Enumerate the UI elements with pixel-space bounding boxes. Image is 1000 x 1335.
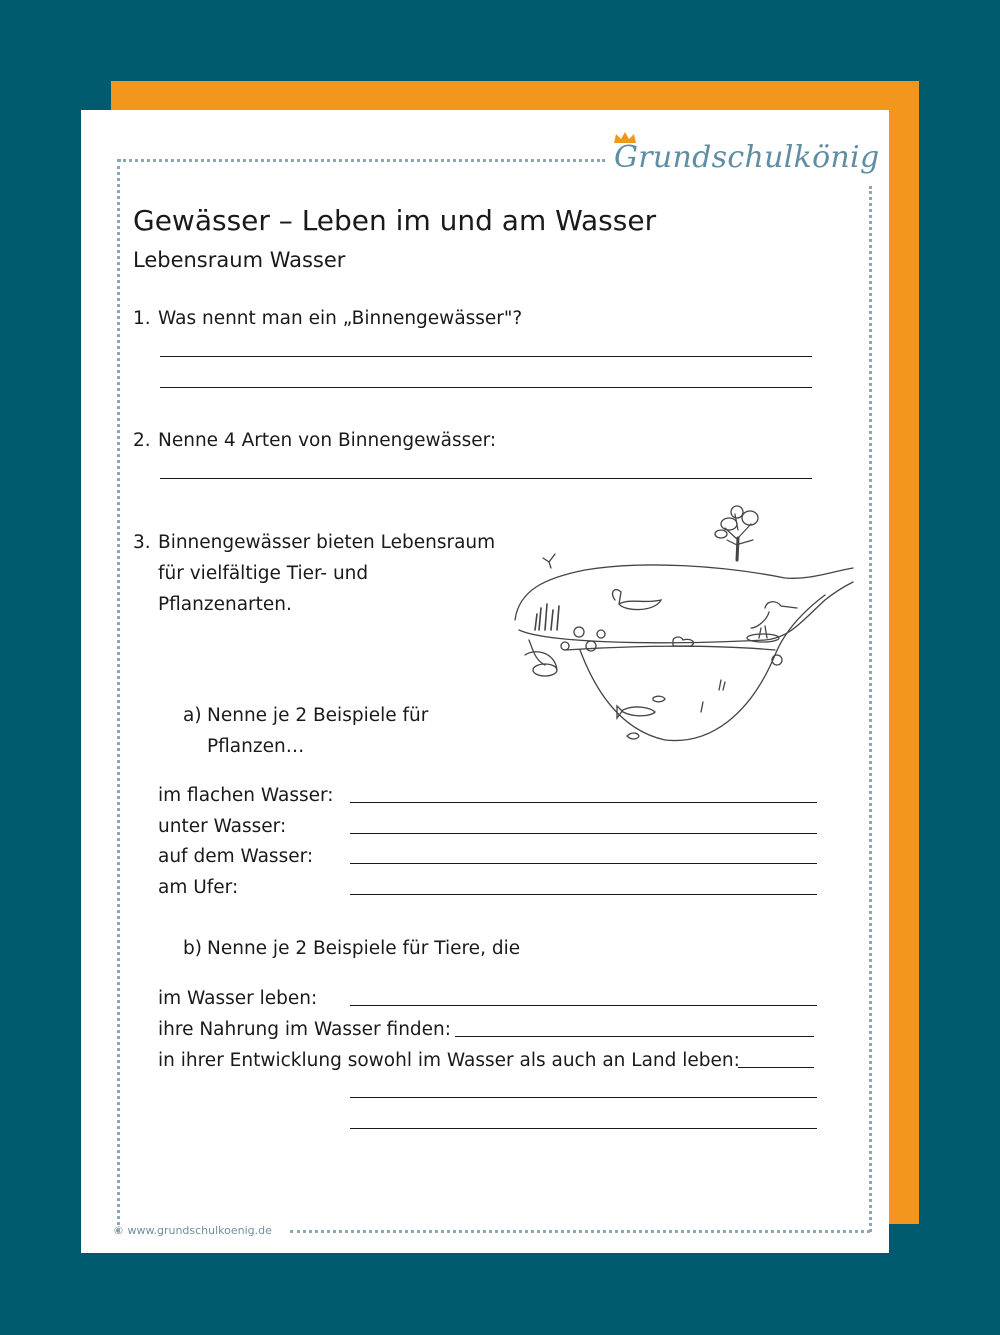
dotted-border-bottom bbox=[290, 1230, 870, 1233]
dotted-border-right bbox=[869, 186, 872, 1232]
field-label-flachen-wasser: im flachen Wasser: bbox=[158, 785, 334, 806]
page-title: Gewässer – Leben im und am Wasser bbox=[133, 204, 657, 237]
footer-copyright[interactable]: © www.grundschulkoenig.de bbox=[113, 1224, 272, 1237]
field-label-nahrung-im-wasser: ihre Nahrung im Wasser finden: bbox=[158, 1019, 452, 1040]
question-1-text: Was nennt man ein „Binnengewässer"? bbox=[158, 308, 523, 329]
question-3-line-2: für vielfältige Tier- und bbox=[158, 563, 369, 584]
answer-line-nahrung-im-wasser[interactable] bbox=[455, 1036, 814, 1037]
answer-line-q1-1[interactable] bbox=[160, 356, 812, 357]
pond-illustration bbox=[505, 500, 855, 750]
question-3a-label: a) bbox=[183, 705, 202, 726]
field-label-wasser-und-land: in ihrer Entwicklung sowohl im Wasser als auch an Land leben: bbox=[158, 1050, 740, 1071]
field-label-am-ufer: am Ufer: bbox=[158, 877, 239, 898]
answer-line-auf-dem-wasser[interactable] bbox=[350, 863, 817, 864]
question-3-number: 3. bbox=[133, 532, 151, 553]
question-3b-label: b) bbox=[183, 938, 202, 959]
answer-line-flachen-wasser[interactable] bbox=[350, 802, 817, 803]
question-3a-line-1: Nenne je 2 Beispiele für bbox=[207, 705, 429, 726]
brand-logo: Grundschulkönig bbox=[614, 140, 880, 175]
question-2-number: 2. bbox=[133, 430, 151, 451]
answer-line-am-ufer[interactable] bbox=[350, 894, 817, 895]
field-label-auf-dem-wasser: auf dem Wasser: bbox=[158, 846, 314, 867]
answer-line-unter-wasser[interactable] bbox=[350, 833, 817, 834]
dotted-border-left bbox=[117, 159, 120, 1232]
answer-line-wasser-und-land-3[interactable] bbox=[350, 1128, 817, 1129]
question-3-line-1: Binnengewässer bieten Lebensraum bbox=[158, 532, 496, 553]
answer-line-wasser-und-land-1[interactable] bbox=[738, 1067, 814, 1068]
answer-line-q2[interactable] bbox=[160, 478, 812, 479]
answer-line-wasser-und-land-2[interactable] bbox=[350, 1097, 817, 1098]
question-3b-text: Nenne je 2 Beispiele für Tiere, die bbox=[207, 938, 521, 959]
answer-line-q1-2[interactable] bbox=[160, 387, 812, 388]
field-label-unter-wasser: unter Wasser: bbox=[158, 816, 287, 837]
question-2-text: Nenne 4 Arten von Binnengewässer: bbox=[158, 430, 497, 451]
answer-line-im-wasser-leben[interactable] bbox=[350, 1005, 817, 1006]
question-3-line-3: Pflanzenarten. bbox=[158, 594, 292, 615]
question-1-number: 1. bbox=[133, 308, 151, 329]
page-subtitle: Lebensraum Wasser bbox=[133, 248, 346, 272]
field-label-im-wasser-leben: im Wasser leben: bbox=[158, 988, 318, 1009]
question-3a-line-2: Pflanzen… bbox=[207, 736, 305, 757]
dotted-border-top bbox=[118, 159, 605, 162]
